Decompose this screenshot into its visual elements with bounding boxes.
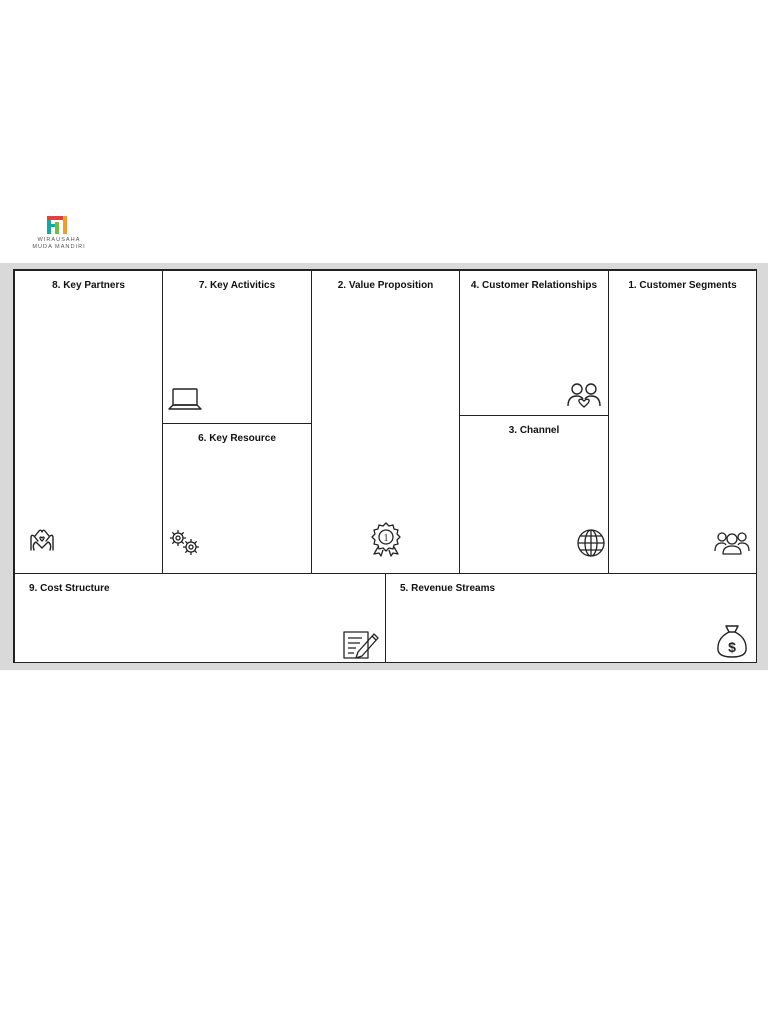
block-key-activities [162, 270, 312, 424]
logo-line-1: WIRAUSAHA [37, 237, 81, 243]
block-title: 1. Customer Segments [628, 280, 737, 291]
block-customer-segments [608, 270, 757, 574]
block-key-resource [162, 423, 312, 574]
business-model-canvas [13, 269, 757, 663]
block-title: 6. Key Resource [198, 433, 276, 444]
block-title: 2. Value Proposition [337, 280, 434, 291]
money-bag-icon [715, 622, 749, 660]
document-pen-icon [342, 628, 382, 660]
svg-text:$: $ [728, 639, 736, 655]
logo-line-2: MUDA MANDIRI [32, 244, 86, 250]
group-icon [714, 529, 750, 555]
block-value-proposition [311, 270, 460, 574]
block-title: 5. Revenue Streams [400, 583, 496, 594]
laptop-icon [168, 386, 202, 412]
handshake-heart-icon [26, 524, 58, 556]
block-title: 9. Cost Structure [29, 583, 110, 594]
logo [24, 215, 88, 255]
gears-icon [168, 527, 202, 557]
globe-icon [576, 528, 606, 558]
block-title: 4. Customer Relationships [470, 280, 598, 291]
logo-mark-icon [46, 215, 68, 235]
block-title: 7. Key Activitics [198, 280, 276, 291]
people-heart-icon [566, 381, 602, 409]
svg-text:1: 1 [383, 533, 389, 544]
block-cost-structure [14, 573, 386, 663]
block-title: 8. Key Partners [52, 280, 125, 291]
block-channel [459, 415, 609, 574]
block-title: 3. Channel [508, 425, 560, 436]
block-revenue-streams [385, 573, 757, 663]
block-key-partners [14, 270, 163, 574]
block-customer-relationships [459, 270, 609, 416]
award-badge-icon [369, 521, 403, 557]
